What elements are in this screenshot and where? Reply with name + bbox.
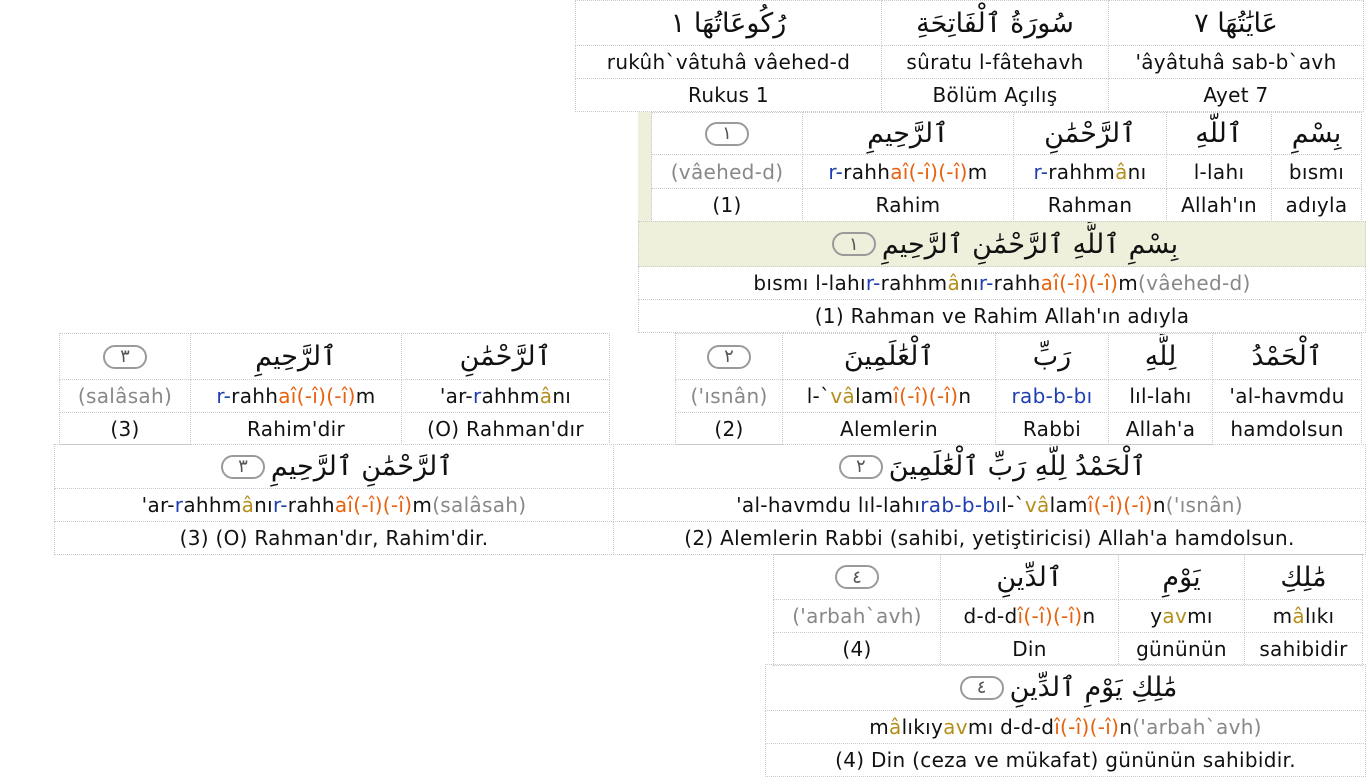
translit-segment: lıl-lahı	[1129, 384, 1192, 408]
translit-segment: av	[943, 715, 968, 739]
header-ayat-translit: 'âyâtuhâ sab-b`avh	[1108, 45, 1364, 79]
translit-segment: m	[869, 715, 890, 739]
translit-segment: (salâsah)	[432, 493, 527, 517]
verse2-word-grid	[675, 333, 1366, 444]
verse3-word1-arabic: ٱلرَّحْمَٰنِ	[401, 333, 610, 380]
ayah-number-icon: ٤	[835, 565, 879, 589]
verse1-word1-translit	[1271, 154, 1362, 189]
verse3-full	[54, 444, 614, 554]
translit-segment: lam	[855, 384, 894, 408]
translit-segment: m	[1118, 271, 1139, 295]
translit-segment: l-`	[1001, 493, 1025, 517]
translit-segment: lıkı	[901, 715, 932, 739]
verse4-full-translit	[765, 710, 1366, 744]
verse1-full-arabic	[638, 221, 1366, 267]
translit-segment: ('arbah`avh)	[1132, 715, 1262, 739]
translit-segment: â	[241, 493, 255, 517]
verse4-number-turkish: (4)	[773, 632, 941, 666]
verse1-number-cell	[651, 112, 803, 155]
verse3-number-translit	[59, 379, 191, 413]
translit-segment: ahhm	[183, 493, 242, 517]
ayah-number-icon: ١	[832, 232, 876, 256]
verse1-word4-arabic: ٱلرَّحِيمِ	[802, 112, 1014, 155]
translit-segment: lıkı	[1304, 604, 1335, 628]
verse2-word3-arabic: رَبِّ	[995, 333, 1109, 380]
header-rukus-translit: rukûh`vâtuhâ vâehed-d	[575, 45, 882, 79]
translit-segment: rahh	[287, 493, 335, 517]
translit-segment: m	[1272, 604, 1293, 628]
header-ayat-turkish: Ayet 7	[1108, 78, 1364, 112]
verse4-full-turkish: (4) Din (ceza ve mükafat) gününün sahibidir.	[765, 743, 1366, 777]
translit-segment: aî(-î)(-î)	[1040, 271, 1119, 295]
surah-header	[575, 0, 1366, 111]
verse1-word4-translit	[802, 154, 1014, 189]
translit-segment: î(-î)(-î)	[1087, 493, 1153, 517]
verse1-word1-turkish: adıyla	[1271, 188, 1362, 222]
translit-segment: y	[931, 715, 944, 739]
verse2-full-turkish: (2) Alemlerin Rabbi (sahibi, yetiştiricisi) Allah'a hamdolsun.	[613, 521, 1366, 555]
translit-segment: â	[1115, 159, 1128, 184]
translit-segment: rahh	[231, 384, 279, 408]
verse4-word3-turkish: Din	[940, 632, 1119, 666]
verse1-word2-arabic: ٱللَّهِ	[1166, 112, 1272, 155]
translit-segment: 'ar-	[439, 384, 473, 408]
translit-segment: r	[472, 384, 482, 408]
translit-segment: av	[1162, 604, 1188, 628]
header-turkish-row	[575, 78, 1366, 111]
verse1-arabic-row	[651, 112, 1366, 154]
translit-segment: î(-î)(-î)	[893, 384, 959, 408]
verse3-word-grid	[59, 333, 612, 444]
verse2-full	[613, 444, 1366, 554]
translit-segment: m	[355, 384, 376, 408]
translit-segment: r-	[978, 271, 994, 295]
verse2-number-translit	[675, 379, 783, 413]
verse2-word3-translit	[995, 379, 1109, 413]
translit-segment: ahhm	[481, 384, 540, 408]
header-translit-row	[575, 45, 1366, 78]
translit-segment: vâ	[1024, 493, 1050, 517]
verse4-number-translit	[773, 599, 941, 633]
translit-segment: lam	[1049, 493, 1088, 517]
translit-segment: bısmı l-lahı	[753, 271, 866, 295]
translit-segment: nı	[254, 493, 274, 517]
verse4-word-grid	[773, 554, 1366, 665]
translit-segment: rab-b-bı	[1011, 384, 1093, 408]
translit-segment: m	[412, 493, 433, 517]
ayah-number-icon: ٢	[839, 455, 883, 479]
verse4-full-arabic-text: مَٰلِكِ يَوْمِ ٱلدِّينِ	[1009, 672, 1178, 703]
translit-segment: n	[1082, 604, 1096, 628]
translit-segment: 'al-havmdu	[1229, 384, 1345, 408]
header-rukus-turkish: Rukus 1	[575, 78, 882, 112]
translit-segment: l-`	[806, 384, 831, 408]
translit-segment: n	[1152, 493, 1166, 517]
verse1-margin	[638, 112, 652, 221]
verse3-word2-turkish: Rahim'dir	[190, 412, 402, 445]
translit-segment: r-	[1033, 159, 1049, 184]
translit-segment: m	[967, 159, 988, 184]
translit-segment: (salâsah)	[77, 384, 173, 408]
translit-segment: rahh	[993, 271, 1041, 295]
translit-segment: r	[174, 493, 184, 517]
ayah-number-icon: ١	[705, 122, 749, 146]
translit-segment: r-	[828, 159, 844, 184]
verse3-full-arabic	[54, 444, 614, 489]
header-rukus-arabic: رُكُوعَاتُهَا ١	[575, 0, 882, 46]
translit-segment: nı	[552, 384, 572, 408]
verse1-word-grid	[651, 112, 1366, 221]
verse1-full-turkish: (1) Rahman ve Rahim Allah'ın adıyla	[638, 299, 1366, 333]
verse3-full-translit	[54, 488, 614, 522]
verse4-word1-turkish: sahibidir	[1244, 632, 1363, 666]
translit-segment: aî(-î)(-î)	[278, 384, 356, 408]
verse1-number-turkish: (1)	[651, 188, 803, 222]
ayah-number-icon: ٢	[707, 345, 751, 369]
verse1-word3-translit	[1013, 154, 1167, 189]
translit-segment: vâ	[830, 384, 856, 408]
verse2-number-turkish: (2)	[675, 412, 783, 445]
verse3-word1-turkish: (O) Rahman'dır	[401, 412, 610, 445]
verse2-word4-arabic: ٱلْعَٰلَمِينَ	[782, 333, 996, 380]
verse2-word2-arabic: لِلَّهِ	[1108, 333, 1213, 380]
header-ayat-arabic: عَايَٰتُهَا ٧	[1108, 0, 1364, 46]
translit-segment: î(-î)(-î)	[1054, 715, 1120, 739]
verse4-word2-translit	[1118, 599, 1245, 633]
verse1-word2-translit	[1166, 154, 1272, 189]
verse3-word2-translit	[190, 379, 402, 413]
translit-segment: â	[947, 271, 961, 295]
translit-segment: rahhm	[880, 271, 948, 295]
verse4-word3-arabic: ٱلدِّينِ	[940, 554, 1119, 600]
translit-segment: 'ar-	[141, 493, 175, 517]
verse3-number-cell	[59, 333, 191, 380]
translit-segment: (vâehed-d)	[1138, 271, 1251, 295]
header-arabic-row	[575, 0, 1366, 45]
translit-segment: n	[1119, 715, 1133, 739]
verse2-word2-translit	[1108, 379, 1213, 413]
header-surah-translit: sûratu l-fâtehavh	[881, 45, 1109, 79]
translit-segment: r-	[865, 271, 881, 295]
verse1-full-translit	[638, 266, 1366, 300]
header-surah-arabic: سُورَةُ ٱلْفَاتِحَةِ	[881, 0, 1109, 46]
verse4-full	[765, 664, 1366, 776]
verse1-translit-row	[651, 154, 1366, 188]
translit-segment: r-	[273, 493, 288, 517]
verse4-full-arabic	[765, 664, 1366, 711]
verse1-full	[638, 221, 1366, 332]
verse3-full-arabic-text: ٱلرَّحْمَٰنِ ٱلرَّحِيمِ	[270, 451, 454, 482]
verse2-full-arabic-text: ٱلْحَمْدُ لِلَّهِ رَبِّ ٱلْعَٰلَمِينَ	[888, 451, 1147, 482]
verse1-number-translit	[651, 154, 803, 189]
verse2-number-cell	[675, 333, 783, 380]
ayah-number-icon: ٤	[960, 676, 1004, 700]
verse2-word1-arabic: ٱلْحَمْدُ	[1212, 333, 1362, 380]
translit-segment: â	[539, 384, 553, 408]
verse1-turkish-row	[651, 188, 1366, 221]
translit-segment: nı	[1127, 159, 1147, 184]
translit-segment: mı	[1187, 604, 1213, 628]
translit-segment: l-lahı	[1193, 159, 1245, 184]
verse4-word3-translit	[940, 599, 1119, 633]
translit-segment: rahh	[843, 159, 891, 184]
translit-segment: aî(-î)(-î)	[334, 493, 413, 517]
verse2-word3-turkish: Rabbi	[995, 412, 1109, 445]
verse4-word2-arabic: يَوْمِ	[1118, 554, 1245, 600]
translit-segment: 'al-havmdu lıl-lahı	[736, 493, 921, 517]
verse1-full-arabic-text: بِسْمِ ٱللَّهِ ٱلرَّحْمَٰنِ ٱلرَّحِيمِ	[881, 228, 1179, 260]
translit-segment: î(-î)(-î)	[1017, 604, 1083, 628]
translit-segment: ('arbah`avh)	[792, 604, 922, 628]
verse4-word1-translit	[1244, 599, 1363, 633]
verse3-full-turkish: (3) (O) Rahman'dır, Rahim'dir.	[54, 521, 614, 555]
verse1-word3-turkish: Rahman	[1013, 188, 1167, 222]
verse2-word2-turkish: Allah'a	[1108, 412, 1213, 445]
translit-segment: aî(-î)(-î)	[890, 159, 968, 184]
translit-segment: r-	[216, 384, 232, 408]
translit-segment: â	[889, 715, 902, 739]
verse4-word2-turkish: gününün	[1118, 632, 1245, 666]
verse1-word4-turkish: Rahim	[802, 188, 1014, 222]
translit-segment: ('ısnân)	[1165, 493, 1243, 517]
verse4-number-cell	[773, 554, 941, 600]
ayah-number-icon: ٣	[221, 455, 265, 479]
verse2-word4-translit	[782, 379, 996, 413]
verse4-word1-arabic: مَٰلِكِ	[1244, 554, 1363, 600]
verse2-word4-turkish: Alemlerin	[782, 412, 996, 445]
verse2-word1-turkish: hamdolsun	[1212, 412, 1362, 445]
verse3-number-turkish: (3)	[59, 412, 191, 445]
translit-segment: n	[958, 384, 972, 408]
translit-segment: ('ısnân)	[690, 384, 768, 408]
verse2-full-translit	[613, 488, 1366, 522]
verse1-word1-arabic: بِسْمِ	[1271, 112, 1362, 155]
header-surah-turkish: Bölüm Açılış	[881, 78, 1109, 112]
translit-segment: d-d-d	[963, 604, 1018, 628]
verse3-word2-arabic: ٱلرَّحِيمِ	[190, 333, 402, 380]
translit-segment: mı d-d-d	[967, 715, 1055, 739]
translit-segment: y	[1150, 604, 1163, 628]
translit-segment: (vâehed-d)	[670, 159, 784, 184]
ayah-number-icon: ٣	[103, 345, 147, 369]
verse2-full-arabic	[613, 444, 1366, 489]
translit-segment: â	[1292, 604, 1305, 628]
translit-segment: bısmı	[1288, 159, 1345, 184]
verse1-word3-arabic: ٱلرَّحْمَٰنِ	[1013, 112, 1167, 155]
translit-segment: nı	[960, 271, 979, 295]
translit-segment: rab-b-bı	[920, 493, 1002, 517]
verse1-word2-turkish: Allah'ın	[1166, 188, 1272, 222]
translit-segment: rahhm	[1048, 159, 1116, 184]
verse3-word1-translit	[401, 379, 610, 413]
verse2-word1-translit	[1212, 379, 1362, 413]
